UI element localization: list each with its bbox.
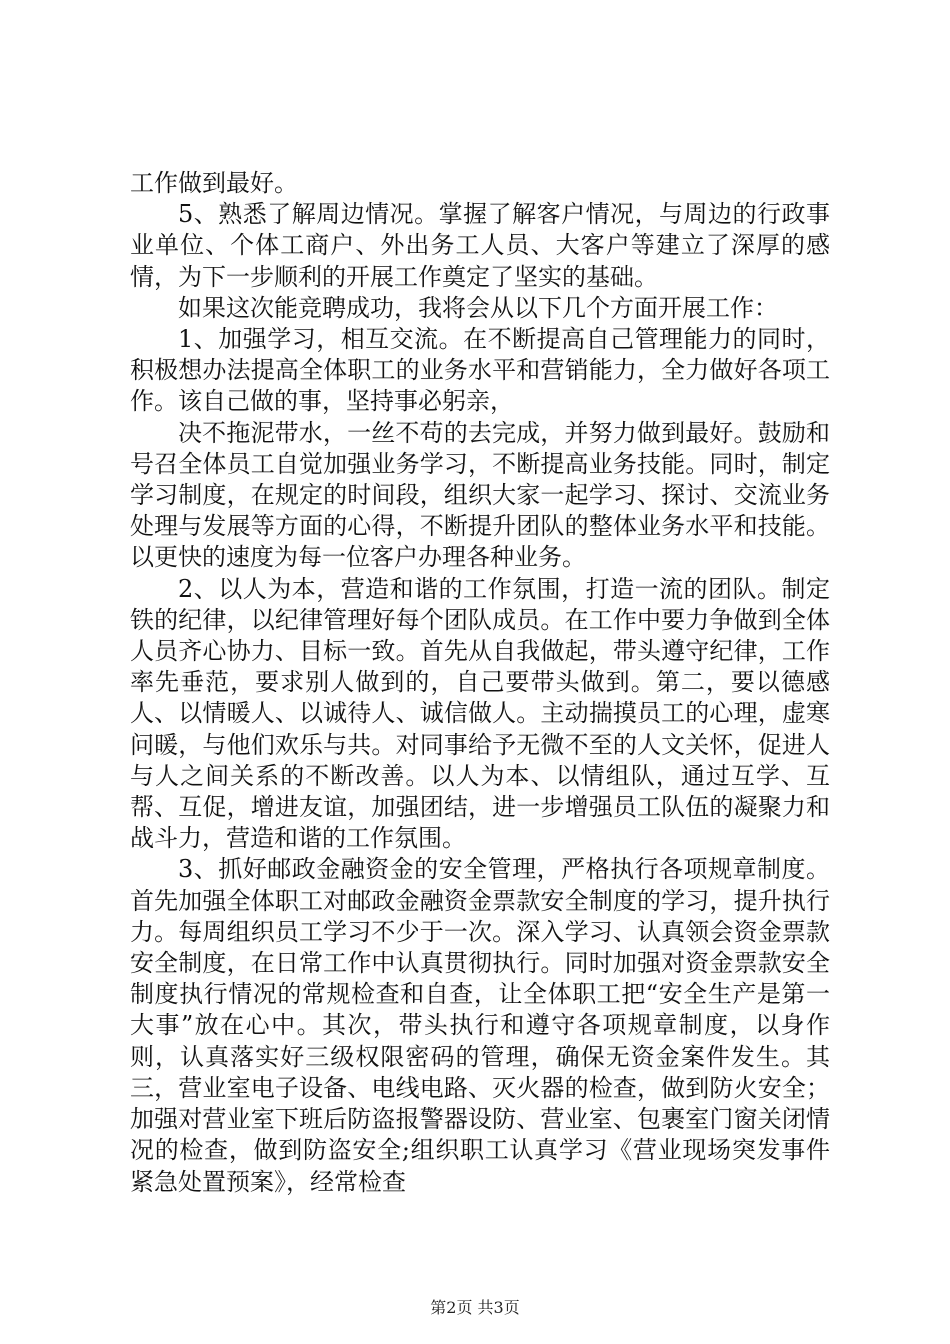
page-number-footer: 第2页 共3页 [430, 1298, 520, 1317]
paragraph-item-5: 5、熟悉了解周边情况。掌握了解客户情况，与周边的行政事业单位、个体工商户、外出务工人员、大客户等建立了深厚的感情，为下一步顺利的开展工作奠定了坚实的基础。 [130, 200, 830, 291]
document-body [130, 168, 830, 1198]
paragraph-continuation: 工作做到最好。 [130, 169, 298, 197]
paragraph-item-3: 3、抓好邮政金融资金的安全管理，严格执行各项规章制度。首先加强全体职工对邮政金融资金票款安全制度的学习，提升执行力。每周组织员工学习不少于一次。深入学习、认真领会资金票款安全制度，在日常工作中认真贯彻执行。同时加强对资金票款安全制度执行情况的常规检查和自查，让全体职工把“安全生产是第一大事”放在心中。其次，带头执行和遵守各项规章制度，以身作则，认真落实好三级权限密码的管理，确保无资金案件发生。其三，营业室电子设备、电线电路、灭火器的检查，做到防火安全；加强对营业室下班后防盗报警器设防、营业室、包裹室门窗关闭情况的检查，做到防盗安全;组织职工认真学习《营业现场突发事件紧急处置预案》，经常检查 [130, 855, 830, 1196]
paragraph-item-2: 2、以人为本，营造和谐的工作氛围，打造一流的团队。制定铁的纪律，以纪律管理好每个团队成员。在工作中要力争做到全体人员齐心协力、目标一致。首先从自我做起，带头遵守纪律，工作率先垂范，要求别人做到的，自己要带头做到。第二，要以德感人、以情暖人、以诚待人、诚信做人。主动揣摸员工的心理，虚寒问暖，与他们欢乐与共。对同事给予无微不至的人文关怀，促进人与人之间关系的不断改善。以人为本、以情组队，通过互学、互帮、互促，增进友谊，加强团结，进一步增强员工队伍的凝聚力和战斗力，营造和谐的工作氛围。 [130, 574, 830, 853]
paragraph-item-1-continued: 决不拖泥带水，一丝不苟的去完成，并努力做到最好。鼓励和号召全体员工自觉加强业务学习，不断提高业务技能。同时，制定学习制度，在规定的时间段，组织大家一起学习、探讨、交流业务处理与发展等方面的心得，不断提升团队的整体业务水平和技能。以更快的速度为每一位客户办理各种业务。 [130, 418, 830, 572]
paragraph-intro: 如果这次能竞聘成功，我将会从以下几个方面开展工作： [178, 293, 778, 322]
paragraph-item-1: 1、加强学习，相互交流。在不断提高自己管理能力的同时，积极想办法提高全体职工的业务水平和营销能力，全力做好各项工作。该自己做的事，坚持事必躬亲， [130, 325, 830, 416]
